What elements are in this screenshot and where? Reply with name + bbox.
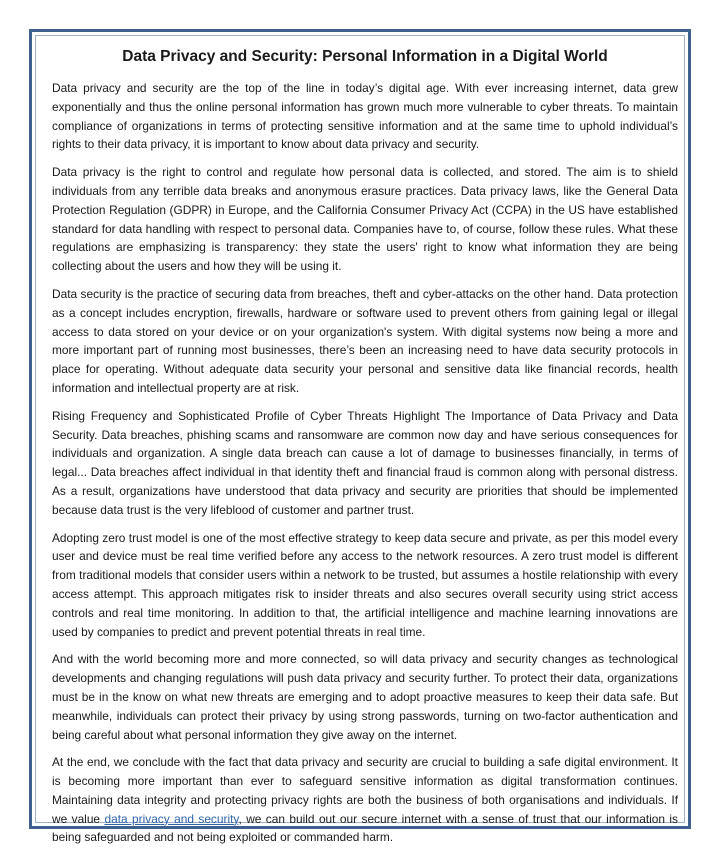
paragraph-7 [52,753,678,847]
paragraph-5: Adopting zero trust model is one of the most effective strategy to keep data secure and private, as per this model every user and device must be real time verified before any access to the network resources. A zero trust model is different from traditional models that consider users within a network to be trusted, but assumes a hostile relationship with every access attempt. This approach mitigates risk to insider threats and also secures overall security using strict access controls and real time monitoring. In addition to that, the artificial intelligence and machine learning innovations are used by companies to predict and prevent potential threats in real time. [52,530,678,639]
paragraph-2: Data privacy is the right to control and regulate how personal data is collected, and stored. The aim is to shield individuals from any terrible data breaks and anonymous erasure practices. Data privacy laws, like the General Data Protection Regulation (GDPR) in Europe, and the California Consumer Privacy Act (CCPA) in the US have established standard for data handling with respect to personal data. Companies have to, of course, follow these rules. What these regulations are emphasizing is transparency: they state the users' right to know what information they are being collecting about the users and how they will be using it. [52,165,678,274]
document-body [52,48,678,856]
paragraph-7-text-before-link: At the end, we conclude with the fact that data privacy and security are crucial to building a safe digital environment. It is becoming more important than ever to safeguard sensitive information as digital transformation continues. Maintaining data integrity and protecting privacy rights are both the business of both organisations and individuals. If we value [52,755,678,826]
paragraph-6: And with the world becoming more and more connected, so will data privacy and security changes as technological developments and changing regulations will push data privacy and security further. To protect their data, organizations must be in the know on what new threats are emerging and to adopt proactive measures to keep their data safe. But meanwhile, individuals can protect their privacy by using strong passwords, turning on two-factor authentication and being careful about what personal information they give away on the internet. [52,652,678,742]
document-title: Data Privacy and Security: Personal Information in a Digital World [122,48,608,65]
paragraph-4: Rising Frequency and Sophisticated Profile of Cyber Threats Highlight The Importance of Data Privacy and Data Security. Data breaches, phishing scams and ransomware are common now day and have serious consequences for individuals and organization. A single data breach can cause a lot of damage to businesses financially, in terms of legal... Data breaches affect individual in that identity theft and financial fraud is common along with personal distress. As a result, organizations have understood that data privacy and security are priorities that should be implemented because data trust is the very lifeblood of customer and partner trust. [52,408,678,517]
paragraph-7-text-after-link: , we can build out our secure internet with a sense of trust that our information is being safeguarded and not being exploited or commanded harm. [52,811,679,845]
paragraph-1: Data privacy and security are the top of the line in today’s digital age. With ever increasing internet, data grew exponentially and thus the online personal information has grown much more vulnerable to cyber threats. To maintain compliance of organizations in terms of protecting sensitive information and at the same time to uphold individual’s rights to their data privacy, it is important to know about data privacy and security. [52,81,678,152]
paragraph-3: Data security is the practice of securing data from breaches, theft and cyber-attacks on the other hand. Data protection as a concept includes encryption, firewalls, hardware or software used to prevent others from gaining legal or illegal access to data stored on your device or on your organization's system. With digital systems now being a more and more important part of running most businesses, there’s been an increasing need to have data security protocols in place for operating. Without adequate data security your personal and sensitive data like financial records, health information and intellectual property are at risk. [52,286,678,395]
data-privacy-security-link[interactable]: data privacy and security [104,811,239,826]
